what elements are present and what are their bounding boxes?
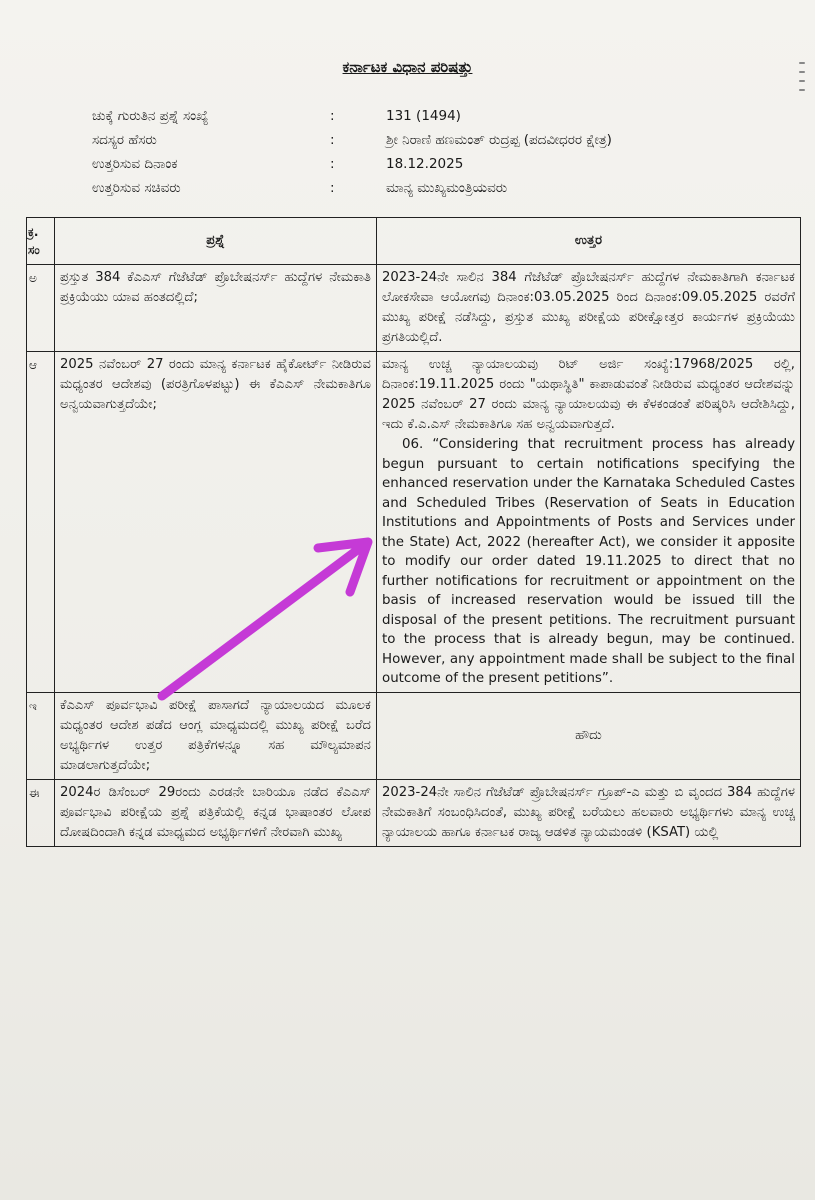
row-serial: ಆ xyxy=(27,352,55,693)
speck xyxy=(799,80,805,82)
row-serial: ಇ xyxy=(27,692,55,779)
meta-value: 18.12.2025 xyxy=(386,156,464,172)
row-serial: ಈ xyxy=(27,779,55,846)
meta-colon: : xyxy=(330,180,335,196)
meta-row-member-name xyxy=(92,128,772,152)
row-answer xyxy=(377,352,801,693)
meta-row-answer-date xyxy=(92,152,772,176)
header-answer: ಉತ್ತರ xyxy=(377,218,801,265)
meta-row-question-number xyxy=(92,104,772,128)
meta-label: ಉತ್ತರಿಸುವ ಸಚಿವರು xyxy=(92,180,181,196)
row-question: 2024ರ ಡಿಸೆಂಬರ್ 29ರಂದು ಎರಡನೇ ಬಾರಿಯೂ ನಡೆದ ಕೆಎಎಸ್ ಪೂರ್ವಭಾವಿ ಪರೀಕ್ಷೆಯ ಪ್ರಶ್ನೆ ಪತ್ರಿಕೆಯಲ್ಲಿ ಕನ್ನಡ ಭಾಷಾಂತರ ಲೋಪ ದೋಷದಿಂದಾಗಿ ಕನ್ನಡ ಮಾಧ್ಯಮದ ಅಭ್ಯರ್ಥಿಗಳಿಗೆ ನೇರವಾಗಿ ಮುಖ್ಯ xyxy=(55,779,377,846)
answer-kannada: ಮಾನ್ಯ ಉಚ್ಚ ನ್ಯಾಯಾಲಯವು ರಿಟ್ ಅರ್ಜಿ ಸಂಖ್ಯೆ:17968/2025 ರಲ್ಲಿ, ದಿನಾಂಕ:19.11.2025 ರಂದು "ಯಥಾಸ್ಥಿತಿ" ಕಾಪಾಡುವಂತೆ ನೀಡಿರುವ ಮಧ್ಯಂತರ ಆದೇಶವನ್ನು 2025 ನವೆಂಬರ್ 27 ರಂದು ಮಾನ್ಯ ನ್ಯಾಯಾಲಯವು ಈ ಕೆಳಕಂಡಂತೆ ಪರಿಷ್ಕರಿಸಿ ಆದೇಶಿಸಿದ್ದು, ಇದು ಕೆ.ಎ.ಎಸ್ ನೇಮಕಾತಿಗೂ ಸಹ ಅನ್ವಯವಾಗುತ್ತದೆ. xyxy=(382,357,795,432)
meta-colon: : xyxy=(330,132,335,148)
meta-value: ಮಾನ್ಯ ಮುಖ್ಯಮಂತ್ರಿಯವರು xyxy=(386,180,508,196)
header-question: ಪ್ರಶ್ನೆ xyxy=(55,218,377,265)
page-title: ಕರ್ನಾಟಕ ವಿಧಾನ ಪರಿಷತ್ತು xyxy=(342,58,473,76)
question-meta xyxy=(92,104,772,200)
table-header-row xyxy=(27,218,801,265)
qa-table xyxy=(26,217,801,847)
meta-label: ಚುಕ್ಕೆ ಗುರುತಿನ ಪ್ರಶ್ನೆ ಸಂಖ್ಯೆ xyxy=(92,108,209,124)
meta-label: ಉತ್ತರಿಸುವ ದಿನಾಂಕ xyxy=(92,156,178,172)
row-question: 2025 ನವೆಂಬರ್ 27 ರಂದು ಮಾನ್ಯ ಕರ್ನಾಟಕ ಹೈಕೋರ್ಟ್ ನೀಡಿರುವ ಮಧ್ಯಂತರ ಆದೇಶವು (ಪರತ್ರಿಗೊಳಪಟ್ಟು) ಈ ಕೆಎಎಸ್ ನೇಮಕಾತಿಗೂ ಅನ್ವಯವಾಗುತ್ತದೆಯೇ; xyxy=(55,352,377,693)
meta-row-minister xyxy=(92,176,772,200)
meta-value: 131 (1494) xyxy=(386,108,461,124)
meta-colon: : xyxy=(330,156,335,172)
meta-value: ಶ್ರೀ ನಿರಾಣಿ ಹಣಮಂತ್ ರುದ್ರಪ್ಪ (ಪದವೀಧರರ ಕ್ಷೇತ್ರ) xyxy=(386,132,612,148)
table-row xyxy=(27,779,801,846)
table-row xyxy=(27,352,801,693)
meta-label: ಸದಸ್ಯರ ಹೆಸರು xyxy=(92,132,157,148)
row-answer: ಹೌದು xyxy=(377,692,801,779)
court-order-quote xyxy=(382,435,795,689)
row-answer: 2023-24ನೇ ಸಾಲಿನ 384 ಗೆಜೆಟೆಡ್ ಪ್ರೊಬೇಷನರ್ಸ್ ಹುದ್ದೆಗಳ ನೇಮಕಾತಿಗಾಗಿ ಕರ್ನಾಟಕ ಲೋಕಸೇವಾ ಆಯೋಗವು ದಿನಾಂಕ:03.05.2025 ರಿಂದ ದಿನಾಂಕ:09.05.2025 ರವರೆಗೆ ಮುಖ್ಯ ಪರೀಕ್ಷೆ ನಡೆಸಿದ್ದು, ಪ್ರಸ್ತುತ ಮುಖ್ಯ ಪರೀಕ್ಷೆಯ ಪರೀಕ್ಷೋತ್ತರ ಕಾರ್ಯಗಳ ಪ್ರಕ್ರಿಯೆಯು ಪ್ರಗತಿಯಲ್ಲಿದೆ. xyxy=(377,265,801,352)
speck xyxy=(799,89,805,91)
table-row xyxy=(27,692,801,779)
table-row xyxy=(27,265,801,352)
row-answer: 2023-24ನೇ ಸಾಲಿನ ಗೆಜೆಟೆಡ್ ಪ್ರೊಬೇಷನರ್ಸ್ ಗ್ರೂಪ್-ಎ ಮತ್ತು ಬಿ ವೃಂದದ 384 ಹುದ್ದೆಗಳ ನೇಮಕಾತಿಗೆ ಸಂಬಂಧಿಸಿದಂತೆ, ಮುಖ್ಯ ಪರೀಕ್ಷೆ ಬರೆಯಲು ಹಲವಾರು ಅಭ್ಯರ್ಥಿಗಳು ಮಾನ್ಯ ಉಚ್ಚ ನ್ಯಾಯಾಲಯ ಹಾಗೂ ಕರ್ನಾಟಕ ರಾಜ್ಯ ಆಡಳಿತ ನ್ಯಾಯಮಂಡಳಿ (KSAT) ಯಲ್ಲಿ xyxy=(377,779,801,846)
header-serial: ಕ್ರ. ಸಂ xyxy=(27,218,55,265)
row-question: ಪ್ರಸ್ತುತ 384 ಕೆಎಎಸ್ ಗೆಜೆಟೆಡ್ ಪ್ರೊಬೇಷನರ್ಸ್ ಹುದ್ದೆಗಳ ನೇಮಕಾತಿ ಪ್ರಕ್ರಿಯೆಯು ಯಾವ ಹಂತದಲ್ಲಿದೆ; xyxy=(55,265,377,352)
row-serial: ಅ xyxy=(27,265,55,352)
quote-text: 06. “Considering that recruitment process has already begun pursuant to certain notifications specifying the enhanced reservation under the Karnataka Scheduled Castes and Scheduled Tribes (Reservation of Seats in Education Institutions and Appointments of Posts and Services under the State) Act, 2022 (hereafter Act), we consider it apposite to modify our order dated 19.11.2025 to direct that no further notifications for recruitment or appointment on the basis of increased reservation would be issued till the disposal of the present petitions. The recruitment pursuant to the process that is already begun, may be continued. However, any appointment made shall be subject to the final outcome of the present petitions”. xyxy=(382,437,795,686)
meta-colon: : xyxy=(330,108,335,124)
row-question: ಕೆಎಎಸ್ ಪೂರ್ವಭಾವಿ ಪರೀಕ್ಷೆ ಪಾಸಾಗದೆ ನ್ಯಾಯಾಲಯದ ಮೂಲಕ ಮಧ್ಯಂತರ ಆದೇಶ ಪಡೆದ ಆಂಗ್ಲ ಮಾಧ್ಯಮದಲ್ಲಿ ಮುಖ್ಯ ಪರೀಕ್ಷೆ ಬರೆದ ಅಭ್ಯರ್ಥಿಗಳ ಉತ್ತರ ಪತ್ರಿಕೆಗಳನ್ನೂ ಸಹ ಮೌಲ್ಯಮಾಪನ ಮಾಡಲಾಗುತ್ತದೆಯೇ; xyxy=(55,692,377,779)
